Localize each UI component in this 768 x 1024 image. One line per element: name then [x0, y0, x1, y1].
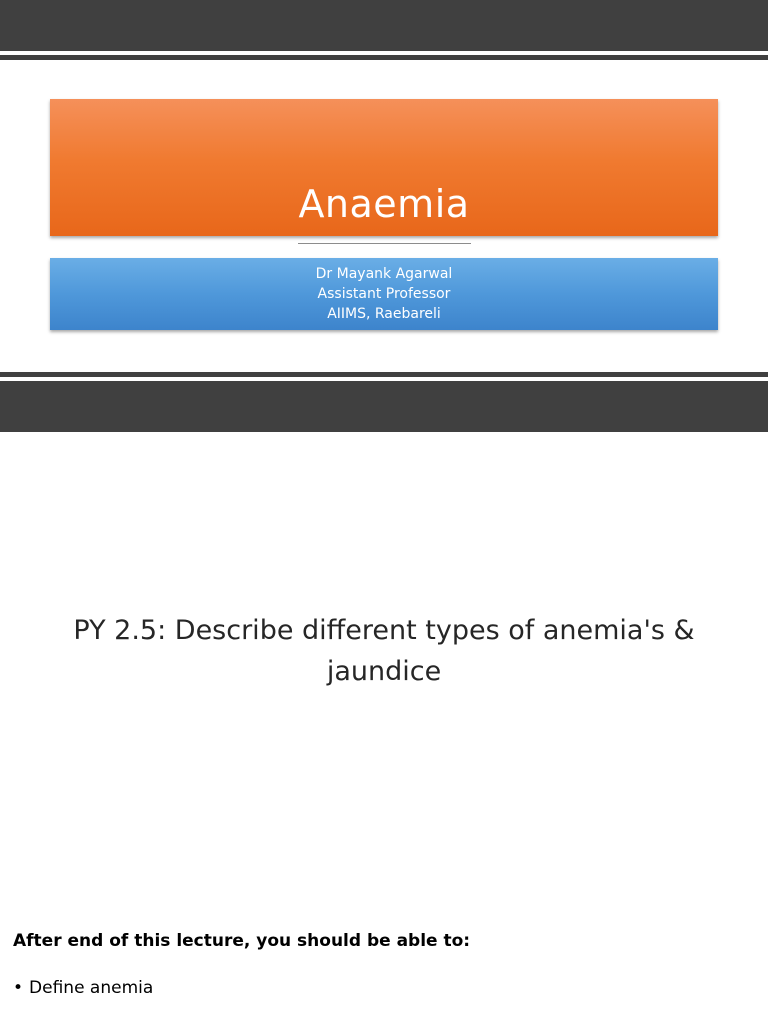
- learning-objective: PY 2.5: Describe different types of anemia's & jaundice: [73, 615, 695, 687]
- objective-slide: [0, 432, 768, 864]
- presenter-name: Dr Mayank Agarwal: [315, 266, 453, 282]
- presenter-designation: Assistant Professor: [317, 286, 451, 302]
- title-box: [50, 99, 718, 236]
- title-underline: [298, 243, 471, 244]
- outcomes-slide: [0, 864, 768, 1024]
- list-item: [13, 978, 153, 998]
- slide-title: Anaemia: [298, 182, 470, 227]
- top-band-rule: [0, 55, 768, 60]
- top-band: [0, 0, 768, 51]
- title-slide: [0, 0, 768, 432]
- bottom-band: [0, 381, 768, 432]
- presenter-institution: AIIMS, Raebareli: [327, 306, 441, 322]
- subtitle-box: [50, 258, 718, 330]
- bullet-marker: •: [13, 978, 24, 998]
- bottom-band-rule: [0, 372, 768, 377]
- list-item-text: Define anemia: [29, 978, 154, 998]
- outcomes-heading: After end of this lecture, you should be able to:: [13, 931, 471, 951]
